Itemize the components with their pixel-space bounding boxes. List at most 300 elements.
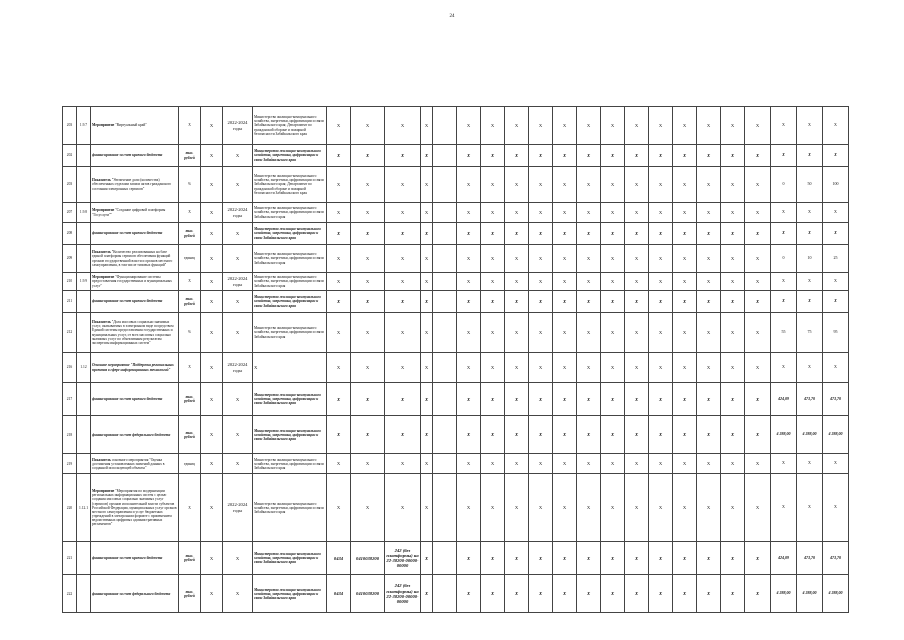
- value-cell: Х: [771, 107, 797, 145]
- row-code: [77, 313, 91, 353]
- x-cell: Х: [745, 416, 771, 454]
- x-cell: Х: [481, 167, 505, 203]
- value-cell: 55: [771, 313, 797, 353]
- value-cell: 10: [797, 245, 823, 273]
- row-title-prefix: Мероприятие: [92, 489, 115, 494]
- x-cell: Х: [577, 145, 601, 167]
- x-cell: Х: [721, 313, 745, 353]
- table-row: [63, 575, 849, 613]
- value-cell: Х: [771, 454, 797, 474]
- x-cell: Х: [673, 416, 697, 454]
- row-period: 2022-2024 годы: [223, 203, 253, 223]
- table-row: [63, 416, 849, 454]
- x-cell: Х: [505, 273, 529, 291]
- x-cell: Х: [577, 291, 601, 313]
- x-cell: Х: [553, 353, 577, 383]
- budget-cell: Х: [351, 145, 385, 167]
- row-basis: Х: [201, 223, 223, 245]
- budget-cell: Х: [421, 474, 433, 542]
- row-unit: %: [179, 167, 201, 203]
- x-cell: Х: [529, 454, 553, 474]
- value-cell: 0: [771, 167, 797, 203]
- x-cell: Х: [697, 313, 721, 353]
- x-cell: Х: [673, 474, 697, 542]
- row-executor: Министерство жилищно-коммунального хозяйства, энергетики, цифровизации и связи Забайкальского края; Департамент по гражданской обороне и пожарной безопасности Забайкальского края: [253, 107, 327, 145]
- budget-cell: Х: [421, 203, 433, 223]
- row-title-text: финансирование за счет федерального бюджета: [92, 591, 171, 596]
- x-cell: Х: [481, 273, 505, 291]
- x-cell: Х: [553, 167, 577, 203]
- x-cell: Х: [721, 223, 745, 245]
- budget-cell: Х: [421, 223, 433, 245]
- spacer-cell: [433, 416, 457, 454]
- x-cell: Х: [625, 575, 649, 613]
- x-cell: Х: [577, 454, 601, 474]
- x-cell: Х: [481, 223, 505, 245]
- row-period: 2022-2024 годы: [223, 474, 253, 542]
- x-cell: Х: [625, 291, 649, 313]
- x-cell: Х: [577, 575, 601, 613]
- value-cell: 4 288,00: [797, 416, 823, 454]
- x-cell: Х: [481, 291, 505, 313]
- x-cell: Х: [673, 291, 697, 313]
- budget-cell: Х: [351, 353, 385, 383]
- budget-cell: Х: [351, 245, 385, 273]
- budget-cell: 242 (без платформы) на 22-38200-00000-00000: [385, 542, 421, 575]
- budget-cell: Х: [385, 353, 421, 383]
- x-cell: Х: [625, 474, 649, 542]
- x-cell: Х: [553, 223, 577, 245]
- value-cell: Х: [823, 474, 849, 542]
- spacer-cell: [433, 291, 457, 313]
- row-period: 2022-2024 годы: [223, 273, 253, 291]
- row-basis: Х: [201, 383, 223, 416]
- x-cell: Х: [505, 107, 529, 145]
- x-cell: Х: [457, 353, 481, 383]
- x-cell: Х: [625, 223, 649, 245]
- x-cell: Х: [481, 575, 505, 613]
- x-cell: Х: [625, 542, 649, 575]
- table-row: [63, 291, 849, 313]
- value-cell: Х: [771, 474, 797, 542]
- x-cell: Х: [649, 223, 673, 245]
- x-cell: Х: [505, 474, 529, 542]
- value-cell: Х: [823, 107, 849, 145]
- value-cell: Х: [797, 107, 823, 145]
- budget-cell: Х: [351, 273, 385, 291]
- row-unit: Х: [179, 474, 201, 542]
- row-number: 203: [63, 167, 77, 203]
- x-cell: Х: [457, 145, 481, 167]
- row-basis: Х: [201, 353, 223, 383]
- budget-cell: 0410038200: [351, 542, 385, 575]
- spacer-cell: [433, 107, 457, 145]
- value-cell: Х: [797, 474, 823, 542]
- row-title-prefix: Показатель: [92, 178, 111, 183]
- value-cell: Х: [797, 273, 823, 291]
- x-cell: Х: [745, 313, 771, 353]
- row-executor: Министерство жилищно-коммунального хозяйства, энергетики, цифровизации и связи Забайкальского края: [253, 542, 327, 575]
- row-title-text: "Мероприятия по модернизации региональных информационных систем с целью создания массовых социально значимых услуг (сервисов) органов исполнительной власти субъектов Российской Федерации, муниципальных услуг органов местного самоуправления и услуг бюджетных учреждений в электронном формате с применением ведомственных цифровых административных регламентов": [92, 489, 177, 526]
- x-cell: Х: [529, 313, 553, 353]
- x-cell: Х: [649, 203, 673, 223]
- x-cell: Х: [505, 353, 529, 383]
- x-cell: Х: [553, 145, 577, 167]
- budget-cell: Х: [385, 203, 421, 223]
- row-period: Х: [223, 416, 253, 454]
- value-cell: 424,09: [771, 383, 797, 416]
- x-cell: Х: [577, 474, 601, 542]
- budget-cell: Х: [351, 416, 385, 454]
- row-title-prefix: Показатель: [92, 457, 111, 462]
- x-cell: Х: [649, 313, 673, 353]
- budget-cell: Х: [421, 313, 433, 353]
- budget-cell: Х: [421, 145, 433, 167]
- row-code: [77, 542, 91, 575]
- row-code: [77, 245, 91, 273]
- row-basis: Х: [201, 291, 223, 313]
- budget-cell: Х: [421, 542, 433, 575]
- x-cell: Х: [649, 291, 673, 313]
- x-cell: Х: [457, 167, 481, 203]
- value-cell: 473,70: [823, 542, 849, 575]
- row-code: [77, 383, 91, 416]
- budget-cell: Х: [385, 474, 421, 542]
- x-cell: Х: [481, 203, 505, 223]
- budget-cell: Х: [327, 245, 351, 273]
- row-code: [77, 575, 91, 613]
- row-period: 2022-2024 годы: [223, 353, 253, 383]
- value-cell: Х: [823, 145, 849, 167]
- x-cell: Х: [697, 454, 721, 474]
- x-cell: Х: [577, 542, 601, 575]
- x-cell: Х: [601, 223, 625, 245]
- table-row: [63, 245, 849, 273]
- row-number: 212: [63, 313, 77, 353]
- x-cell: Х: [553, 203, 577, 223]
- x-cell: Х: [745, 273, 771, 291]
- row-code: [77, 145, 91, 167]
- x-cell: Х: [601, 313, 625, 353]
- row-period: Х: [223, 575, 253, 613]
- row-number: 202: [63, 145, 77, 167]
- row-executor: Министерство жилищно-коммунального хозяйства, энергетики, цифровизации и связи Забайкальского края: [253, 273, 327, 291]
- x-cell: Х: [721, 416, 745, 454]
- x-cell: Х: [697, 416, 721, 454]
- row-period: Х: [223, 454, 253, 474]
- x-cell: Х: [529, 474, 553, 542]
- x-cell: Х: [481, 383, 505, 416]
- x-cell: Х: [745, 353, 771, 383]
- row-unit: Х: [179, 107, 201, 145]
- x-cell: Х: [457, 203, 481, 223]
- x-cell: Х: [529, 542, 553, 575]
- row-code: 1.12: [77, 353, 91, 383]
- value-cell: Х: [823, 223, 849, 245]
- row-title: [91, 273, 179, 291]
- x-cell: Х: [649, 167, 673, 203]
- budget-cell: 242 (без платформы) на 22-38200-00000-00000: [385, 575, 421, 613]
- row-title-text: финансирование за счет краевого бюджета: [92, 397, 163, 402]
- x-cell: Х: [697, 575, 721, 613]
- row-number: 222: [63, 575, 77, 613]
- table-row: [63, 145, 849, 167]
- x-cell: Х: [697, 245, 721, 273]
- x-cell: Х: [505, 454, 529, 474]
- spacer-cell: [433, 542, 457, 575]
- x-cell: Х: [457, 416, 481, 454]
- x-cell: Х: [721, 353, 745, 383]
- x-cell: Х: [649, 273, 673, 291]
- row-executor: Министерство жилищно-коммунального хозяйства, энергетики, цифровизации и связи Забайкальского края: [253, 313, 327, 353]
- x-cell: Х: [529, 575, 553, 613]
- x-cell: Х: [553, 474, 577, 542]
- budget-cell: Х: [327, 474, 351, 542]
- x-cell: Х: [481, 454, 505, 474]
- value-cell: Х: [797, 203, 823, 223]
- x-cell: Х: [673, 575, 697, 613]
- x-cell: Х: [457, 575, 481, 613]
- x-cell: Х: [625, 107, 649, 145]
- x-cell: Х: [625, 145, 649, 167]
- budget-cell: Х: [327, 167, 351, 203]
- value-cell: 4 288,00: [771, 575, 797, 613]
- row-executor: Министерство жилищно-коммунального хозяйства, энергетики, цифровизации и связи Забайкальского края: [253, 145, 327, 167]
- x-cell: Х: [505, 223, 529, 245]
- spacer-cell: [433, 383, 457, 416]
- value-cell: Х: [823, 203, 849, 223]
- x-cell: Х: [529, 383, 553, 416]
- x-cell: Х: [481, 474, 505, 542]
- table-row: [63, 203, 849, 223]
- x-cell: Х: [673, 107, 697, 145]
- value-cell: Х: [823, 291, 849, 313]
- budget-cell: Х: [421, 245, 433, 273]
- row-title-text: "Увеличение доли (количества) обеспеченных отделами записи актов гражданского состояния электронных сервисов": [92, 178, 172, 191]
- row-unit: единиц: [179, 245, 201, 273]
- x-cell: Х: [577, 167, 601, 203]
- x-cell: Х: [481, 353, 505, 383]
- x-cell: Х: [697, 353, 721, 383]
- budget-cell: Х: [327, 223, 351, 245]
- value-cell: 75: [797, 313, 823, 353]
- page-number: 24: [449, 14, 455, 19]
- row-title: [91, 107, 179, 145]
- x-cell: Х: [649, 542, 673, 575]
- value-cell: Х: [823, 353, 849, 383]
- x-cell: Х: [745, 107, 771, 145]
- x-cell: Х: [577, 416, 601, 454]
- x-cell: Х: [601, 291, 625, 313]
- budget-cell: Х: [421, 273, 433, 291]
- x-cell: Х: [457, 383, 481, 416]
- value-cell: 50: [797, 167, 823, 203]
- row-executor: Министерство жилищно-коммунального хозяйства, энергетики, цифровизации и связи Забайкальского края: [253, 474, 327, 542]
- x-cell: Х: [601, 273, 625, 291]
- row-code: [77, 223, 91, 245]
- row-number: 210: [63, 273, 77, 291]
- value-cell: 4 288,00: [771, 416, 797, 454]
- row-title: [91, 167, 179, 203]
- x-cell: Х: [529, 291, 553, 313]
- row-title-text: "Функционирование системы предоставления государственных и муниципальных услуг": [92, 275, 172, 288]
- row-title-text: основного мероприятия "Оценка достижения установленных значений данных в созданной использующей объекты": [92, 457, 165, 470]
- x-cell: Х: [529, 203, 553, 223]
- row-title-prefix: Показатель: [92, 250, 111, 255]
- row-title: [91, 575, 179, 613]
- x-cell: Х: [529, 167, 553, 203]
- row-unit: тыс. рублей: [179, 542, 201, 575]
- x-cell: Х: [505, 313, 529, 353]
- budget-cell: Х: [351, 291, 385, 313]
- budget-cell: Х: [327, 313, 351, 353]
- row-title-prefix: Основное мероприятие: [92, 363, 130, 368]
- x-cell: Х: [601, 145, 625, 167]
- x-cell: Х: [721, 474, 745, 542]
- budget-cell: 0434: [327, 542, 351, 575]
- x-cell: Х: [721, 383, 745, 416]
- x-cell: Х: [673, 542, 697, 575]
- spacer-cell: [433, 145, 457, 167]
- x-cell: Х: [505, 416, 529, 454]
- row-title: [91, 542, 179, 575]
- row-title-text: "Поддержка региональных проектов в сфере информационных технологий": [92, 363, 174, 372]
- value-cell: Х: [797, 353, 823, 383]
- budget-cell: Х: [385, 145, 421, 167]
- x-cell: Х: [697, 107, 721, 145]
- budget-cell: Х: [421, 383, 433, 416]
- row-code: [77, 416, 91, 454]
- row-title: [91, 313, 179, 353]
- row-executor: Министерство жилищно-коммунального хозяйства, энергетики, цифровизации и связи Забайкальского края: [253, 245, 327, 273]
- budget-cell: Х: [385, 291, 421, 313]
- budget-cell: 0410038200: [351, 575, 385, 613]
- x-cell: Х: [505, 291, 529, 313]
- x-cell: Х: [505, 542, 529, 575]
- x-cell: Х: [673, 167, 697, 203]
- row-basis: Х: [201, 575, 223, 613]
- x-cell: Х: [457, 474, 481, 542]
- budget-cell: Х: [385, 167, 421, 203]
- row-title: [91, 383, 179, 416]
- row-unit: тыс. рублей: [179, 383, 201, 416]
- row-basis: Х: [201, 454, 223, 474]
- row-executor: Министерство жилищно-коммунального хозяйства, энергетики, цифровизации и связи Забайкальского края; Департамент по гражданской обороне и пожарной безопасности Забайкальского края: [253, 167, 327, 203]
- program-table: [62, 106, 849, 613]
- x-cell: Х: [505, 167, 529, 203]
- value-cell: 100: [823, 167, 849, 203]
- x-cell: Х: [649, 353, 673, 383]
- value-cell: Х: [797, 454, 823, 474]
- x-cell: Х: [721, 107, 745, 145]
- x-cell: Х: [505, 383, 529, 416]
- x-cell: Х: [529, 107, 553, 145]
- table-row: [63, 454, 849, 474]
- budget-cell: Х: [385, 223, 421, 245]
- x-cell: Х: [721, 245, 745, 273]
- x-cell: Х: [505, 575, 529, 613]
- row-number: 209: [63, 245, 77, 273]
- x-cell: Х: [457, 107, 481, 145]
- x-cell: Х: [553, 245, 577, 273]
- row-executor: Министерство жилищно-коммунального хозяйства, энергетики, цифровизации и связи Забайкальского края: [253, 454, 327, 474]
- row-number: 218: [63, 416, 77, 454]
- row-number: 207: [63, 203, 77, 223]
- spacer-cell: [433, 203, 457, 223]
- value-cell: 473,70: [823, 383, 849, 416]
- x-cell: Х: [457, 245, 481, 273]
- row-title-text: финансирование за счет краевого бюджета: [92, 231, 163, 236]
- row-basis: Х: [201, 167, 223, 203]
- value-cell: Х: [771, 353, 797, 383]
- table-row: [63, 107, 849, 145]
- budget-cell: Х: [327, 203, 351, 223]
- x-cell: Х: [625, 245, 649, 273]
- value-cell: 4 288,00: [823, 575, 849, 613]
- spacer-cell: [433, 273, 457, 291]
- row-basis: Х: [201, 107, 223, 145]
- budget-cell: Х: [421, 454, 433, 474]
- x-cell: Х: [529, 353, 553, 383]
- value-cell: 473,70: [797, 542, 823, 575]
- row-title: [91, 245, 179, 273]
- budget-cell: Х: [421, 416, 433, 454]
- budget-cell: Х: [421, 167, 433, 203]
- row-unit: единиц: [179, 454, 201, 474]
- row-unit: тыс. рублей: [179, 416, 201, 454]
- x-cell: Х: [601, 454, 625, 474]
- x-cell: Х: [625, 353, 649, 383]
- row-basis: Х: [201, 203, 223, 223]
- table-row: [63, 273, 849, 291]
- budget-cell: Х: [351, 167, 385, 203]
- x-cell: Х: [529, 416, 553, 454]
- row-basis: Х: [201, 245, 223, 273]
- budget-cell: Х: [351, 474, 385, 542]
- value-cell: Х: [771, 145, 797, 167]
- x-cell: Х: [745, 575, 771, 613]
- x-cell: Х: [673, 353, 697, 383]
- budget-cell: Х: [351, 454, 385, 474]
- budget-cell: Х: [327, 383, 351, 416]
- row-unit: Х: [179, 203, 201, 223]
- value-cell: 4 288,00: [797, 575, 823, 613]
- x-cell: Х: [697, 383, 721, 416]
- spacer-cell: [433, 223, 457, 245]
- x-cell: Х: [697, 167, 721, 203]
- x-cell: Х: [625, 167, 649, 203]
- x-cell: Х: [721, 145, 745, 167]
- row-basis: Х: [201, 273, 223, 291]
- row-period: 2022-2024 годы: [223, 107, 253, 145]
- x-cell: Х: [601, 107, 625, 145]
- row-unit: Х: [179, 273, 201, 291]
- x-cell: Х: [553, 542, 577, 575]
- row-title-text: "Количество реализованных на базе единой платформы сервисов обеспечения функций органов государственной власти и органов местного самоуправления, в том числе типовых функций": [92, 250, 173, 267]
- budget-cell: Х: [385, 313, 421, 353]
- budget-cell: Х: [327, 107, 351, 145]
- value-cell: 424,09: [771, 542, 797, 575]
- row-title: [91, 474, 179, 542]
- row-number: 208: [63, 223, 77, 245]
- table-row: [63, 542, 849, 575]
- row-title-prefix: Мероприятие: [92, 123, 115, 128]
- table-row: [63, 353, 849, 383]
- x-cell: Х: [457, 542, 481, 575]
- row-unit: %: [179, 313, 201, 353]
- table-row: [63, 383, 849, 416]
- x-cell: Х: [601, 474, 625, 542]
